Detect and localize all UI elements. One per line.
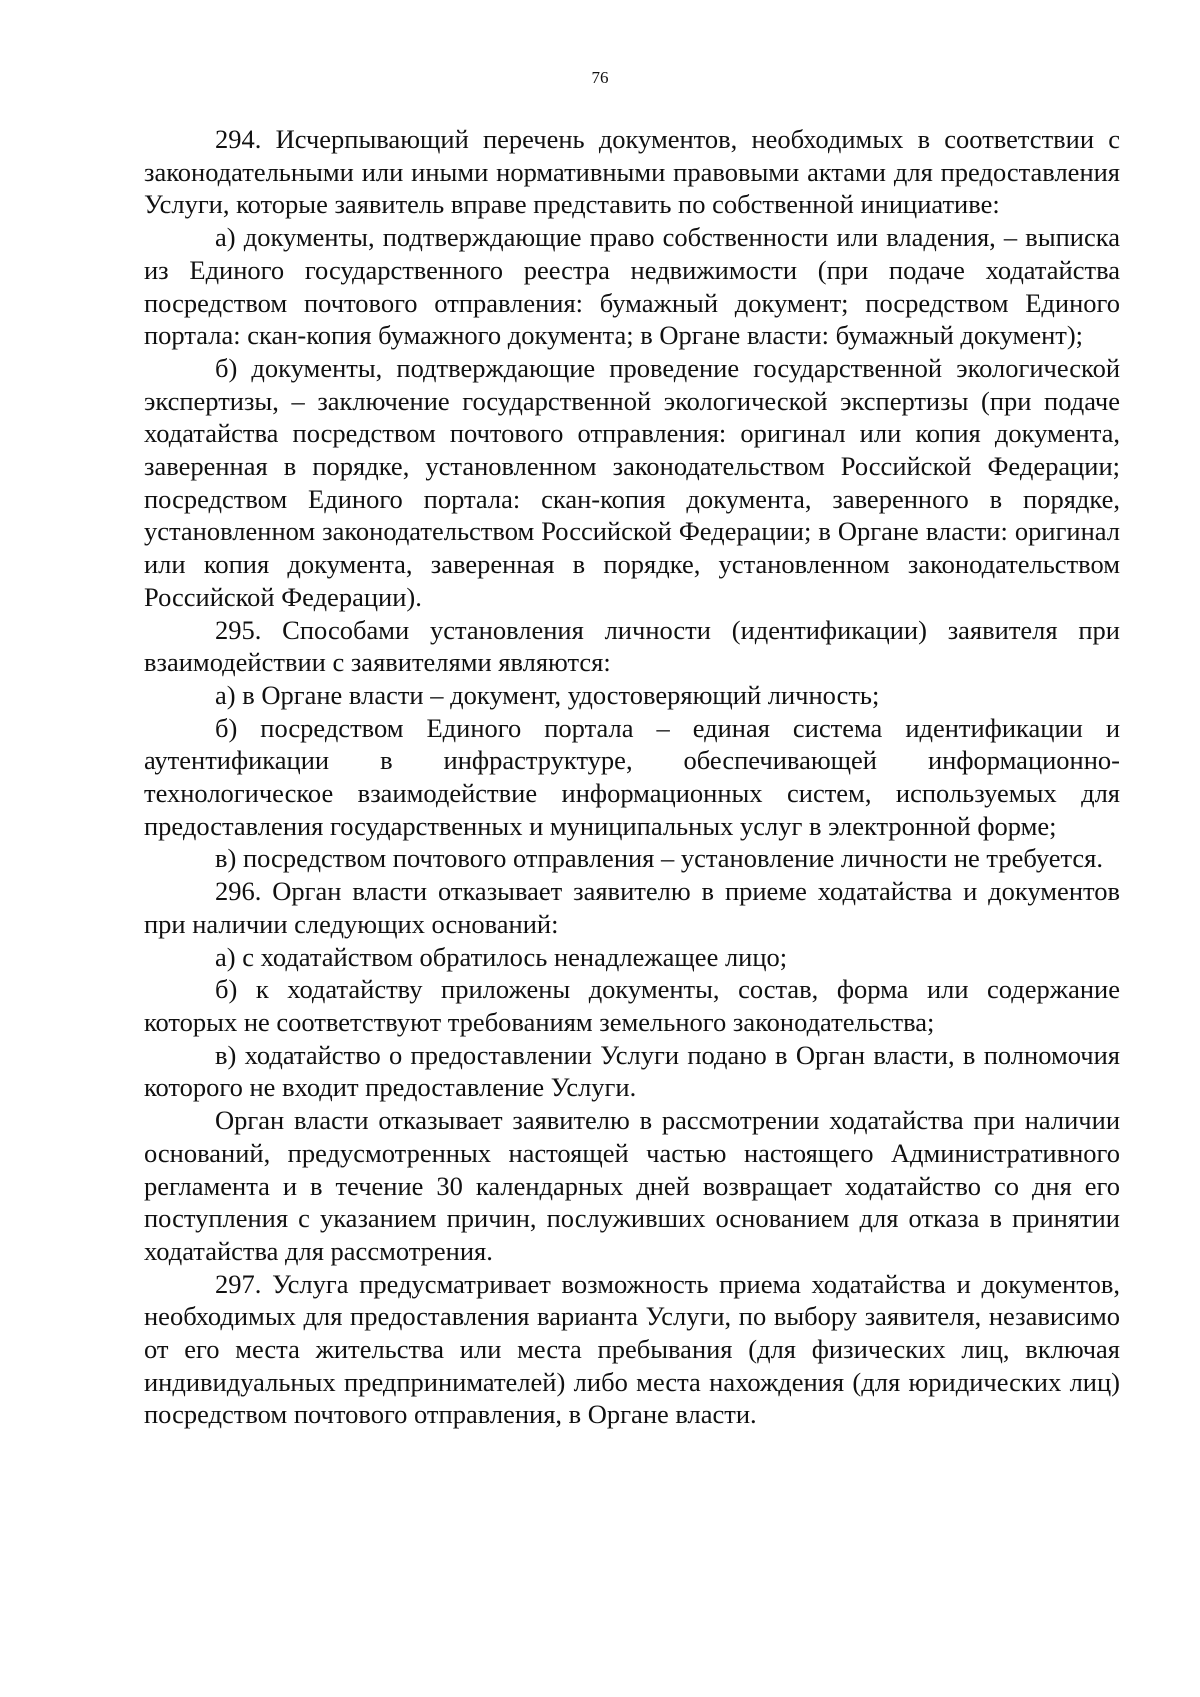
page-number: 76: [591, 68, 609, 87]
paragraph-296-b: б) к ходатайству приложены документы, состав, форма или содержание которых не соответствуют требованиям земельного законодательства;: [144, 974, 1120, 1037]
paragraph-296-a: а) с ходатайством обратилось ненадлежащее лицо;: [215, 941, 788, 972]
paragraph-296: 296. Орган власти отказывает заявителю в приеме ходатайства и документов при наличии следующих оснований:: [144, 876, 1120, 939]
paragraph-296-refusal: Орган власти отказывает заявителю в рассмотрении ходатайства при наличии оснований, предусмотренных настоящей частью настоящего Административного регламента и в течение 30 календарных дней возвращает ходатайство со дня его поступления с указанием причин, послуживших основанием для отказа в принятии ходатайства для рассмотрения.: [144, 1105, 1120, 1266]
paragraph-295-b: б) посредством Единого портала – единая система идентификации и аутентификации в инфраструктуре, обеспечивающей информационно-технологическое взаимодействие информационных систем, используемых для предоставления государственных и муниципальных услуг в электронной форме;: [144, 712, 1120, 841]
paragraph-295-a: а) в Органе власти – документ, удостоверяющий личность;: [215, 679, 880, 710]
paragraph-295-v: в) посредством почтового отправления – установление личности не требуется.: [215, 843, 1103, 874]
paragraph-295: 295. Способами установления личности (идентификации) заявителя при взаимодействии с заявителями являются:: [144, 614, 1120, 678]
paragraph-294-a: а) документы, подтверждающие право собственности или владения, – выписка из Единого государственного реестра недвижимости (при подаче ходатайства посредством почтового отправления: бумажный документ; посредством Единого портала: скан-копия бумажного документа; в Органе власти: бумажный документ);: [144, 222, 1120, 351]
paragraph-297: 297. Услуга предусматривает возможность приема ходатайства и документов, необходимых для предоставления варианта Услуги, по выбору заявителя, независимо от его места жительства или места пребывания (для физических лиц, включая индивидуальных предпринимателей) либо места нахождения (для юридических лиц) посредством почтового отправления, в Органе власти.: [144, 1268, 1120, 1430]
paragraph-294-b: б) документы, подтверждающие проведение государственной экологической экспертизы, – заключение государственной экологической экспертизы (при подаче ходатайства посредством почтового отправления: оригинал или копия документа, заверенная в порядке, установленном законодательством Российской Федерации; посредством Единого портала: скан-копия документа, заверенного в порядке, установленном законодательством Российской Федерации; в Органе власти: оригинал или копия документа, заверенная в порядке, установленном законодательством Российской Федерации).: [144, 352, 1120, 612]
paragraph-296-v: в) ходатайство о предоставлении Услуги подано в Орган власти, в полномочия которого не входит предоставление Услуги.: [144, 1039, 1120, 1103]
paragraph-294: 294. Исчерпывающий перечень документов, необходимых в соответствии с законодательными или иными нормативными правовыми актами для предоставления Услуги, которые заявитель вправе представить по собственной инициативе:: [144, 124, 1120, 220]
document-body: [144, 123, 1120, 1431]
